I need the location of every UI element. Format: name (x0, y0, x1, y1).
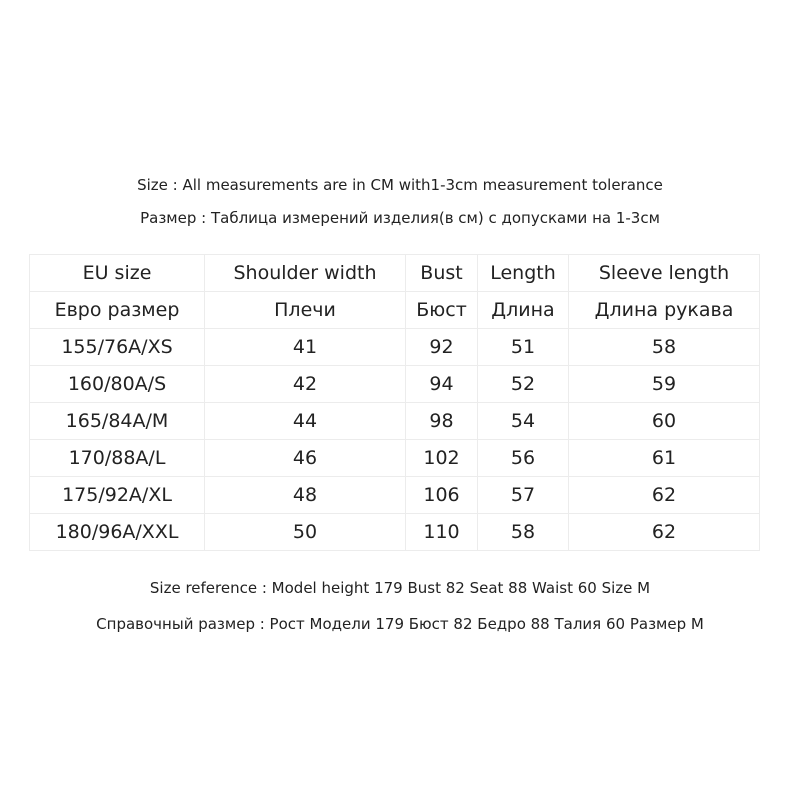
table-cell: 106 (406, 477, 478, 514)
table-cell: 175/92A/XL (30, 477, 205, 514)
table-cell: 102 (406, 440, 478, 477)
size-chart-table (29, 254, 760, 551)
table-cell: 48 (205, 477, 406, 514)
table-cell: 41 (205, 329, 406, 366)
table-cell: 155/76A/XS (30, 329, 205, 366)
header-cell: Sleeve length (569, 255, 760, 292)
header-cell: Length (478, 255, 569, 292)
table-cell: 58 (569, 329, 760, 366)
table-cell: 110 (406, 514, 478, 551)
table-cell: 51 (478, 329, 569, 366)
header-cell: Евро размер (30, 292, 205, 329)
header-cell: Длина (478, 292, 569, 329)
header-cell: Shoulder width (205, 255, 406, 292)
table-cell: 165/84A/M (30, 403, 205, 440)
table-row (30, 403, 760, 440)
table-cell: 61 (569, 440, 760, 477)
table-cell: 59 (569, 366, 760, 403)
measurement-note-en: Size : All measurements are in CM with1-3cm measurement tolerance (137, 176, 663, 194)
table-cell: 54 (478, 403, 569, 440)
table-cell: 180/96A/XXL (30, 514, 205, 551)
header-cell: Бюст (406, 292, 478, 329)
table-row (30, 440, 760, 477)
table-row (30, 366, 760, 403)
measurement-note-ru: Размер : Таблица измерений изделия(в см) с допусками на 1-3см (140, 209, 660, 227)
table-cell: 94 (406, 366, 478, 403)
table-row (30, 329, 760, 366)
table-cell: 44 (205, 403, 406, 440)
table-cell: 170/88A/L (30, 440, 205, 477)
header-cell: Плечи (205, 292, 406, 329)
table-cell: 58 (478, 514, 569, 551)
header-cell: Длина рукава (569, 292, 760, 329)
table-cell: 50 (205, 514, 406, 551)
table-cell: 62 (569, 477, 760, 514)
table-cell: 46 (205, 440, 406, 477)
header-row-ru (30, 292, 760, 329)
table-cell: 62 (569, 514, 760, 551)
size-reference-en: Size reference : Model height 179 Bust 82 Seat 88 Waist 60 Size M (149, 579, 651, 597)
table-cell: 56 (478, 440, 569, 477)
table-cell: 98 (406, 403, 478, 440)
table-cell: 60 (569, 403, 760, 440)
header-cell: EU size (30, 255, 205, 292)
table-cell: 42 (205, 366, 406, 403)
table-row (30, 514, 760, 551)
header-row-en (30, 255, 760, 292)
size-reference-ru: Справочный размер : Рост Модели 179 Бюст 82 Бедро 88 Талия 60 Размер M (96, 615, 704, 633)
table-cell: 57 (478, 477, 569, 514)
header-cell: Bust (406, 255, 478, 292)
table-cell: 92 (406, 329, 478, 366)
table-cell: 52 (478, 366, 569, 403)
table-cell: 160/80A/S (30, 366, 205, 403)
table-row (30, 477, 760, 514)
